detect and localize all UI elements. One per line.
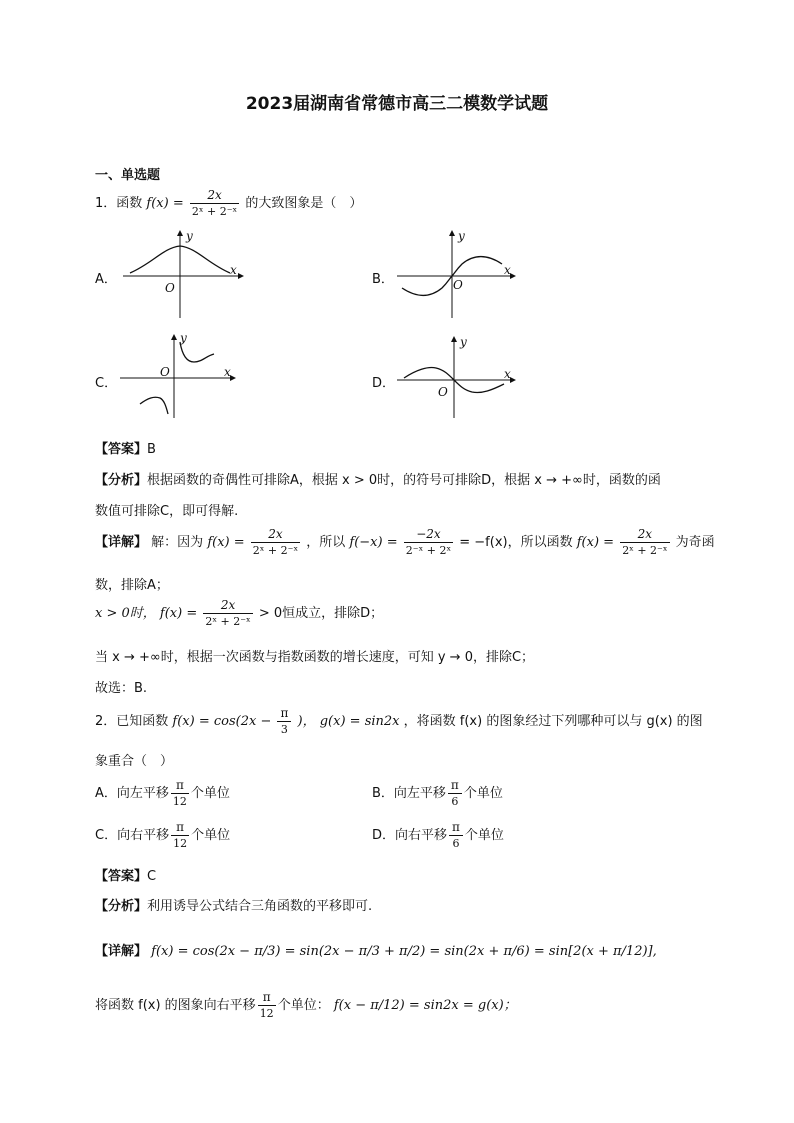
q2-detail-tag: 【详解】 xyxy=(95,944,148,959)
axis-y-b: y xyxy=(458,229,465,243)
q2-opt-b-text: B．向左平移 xyxy=(372,786,446,801)
detail-frac1 xyxy=(251,527,300,558)
detail-frac2-num: −2x xyxy=(404,527,453,543)
q2-analysis-tag: 【分析】 xyxy=(95,899,148,914)
detail-frac3-den: 2ˣ + 2⁻ˣ xyxy=(622,544,668,557)
axis-y-d: y xyxy=(460,335,467,349)
axis-x-c: x xyxy=(224,365,231,379)
q2-opt-a-pi: π xyxy=(171,778,189,794)
q2-opt-b-frac xyxy=(448,778,462,809)
axis-x-b: x xyxy=(504,263,511,277)
q2-opt-a-text: A．向左平移 xyxy=(95,786,169,801)
q2-l1a: 2．已知函数 xyxy=(95,714,169,729)
q2-opt-a-frac xyxy=(171,778,189,809)
detail-frac1-num: 2x xyxy=(251,527,300,543)
q1-detail-line3 xyxy=(95,598,383,629)
q2-opt-c-pi: π xyxy=(171,820,189,836)
q2-last-den: 12 xyxy=(259,1007,274,1020)
detail-fmx: f(−x) = xyxy=(349,535,398,550)
q1-graph-b xyxy=(392,228,522,323)
q2-l1b: f(x) = cos(2x − xyxy=(172,714,272,729)
answer-value: B xyxy=(147,442,156,457)
q2-answer-tag: 【答案】 xyxy=(95,869,148,884)
q1-stem xyxy=(95,188,362,219)
detail-text-d: 为奇函 xyxy=(675,535,715,550)
q1-detail-line4: 当 x → +∞时，根据一次函数与指数函数的增长速度，可知 y → 0，排除C； xyxy=(95,650,535,665)
q2-option-c xyxy=(95,820,230,851)
detail-text-a: 解：因为 xyxy=(151,535,204,550)
detail-frac2-den: 2⁻ˣ + 2ˣ xyxy=(405,544,452,557)
axis-x-a: x xyxy=(230,263,237,277)
detail-frac3 xyxy=(620,527,669,558)
detail-text-b: ，所以 xyxy=(306,535,346,550)
q1-option-b-label: B． xyxy=(372,272,394,287)
q2-pi: π xyxy=(277,706,291,722)
q2-last-frac xyxy=(258,990,276,1021)
q2-opt-b-unit: 个单位 xyxy=(463,786,503,801)
page-title: 2023届湖南省常德市高三二模数学试题 xyxy=(245,94,549,114)
q2-opt-d-pi: π xyxy=(449,820,463,836)
q2-l1c: )， xyxy=(297,714,316,729)
axis-o-c: O xyxy=(160,365,170,379)
detail-l3a: x > 0时， xyxy=(95,606,156,621)
detail-frac4 xyxy=(203,598,252,629)
q1-detail-line2: 数，排除A； xyxy=(95,578,169,593)
answer-tag: 【答案】 xyxy=(95,442,148,457)
q2-opt-d-den: 6 xyxy=(452,837,460,850)
q1-graph-d xyxy=(392,332,522,422)
detail-l3-fx: f(x) = xyxy=(159,606,198,621)
detail-frac3-num: 2x xyxy=(620,527,669,543)
q2-option-b xyxy=(372,778,503,809)
q2-opt-d-text: D．向右平移 xyxy=(372,828,448,843)
q1-option-d-label: D． xyxy=(372,376,396,391)
q1-detail-line5: 故选：B. xyxy=(95,681,148,696)
q2-option-d xyxy=(372,820,504,851)
detail-frac1-den: 2ˣ + 2⁻ˣ xyxy=(252,544,299,557)
q1-prefix: 1．函数 xyxy=(95,196,143,211)
q2-opt-d-frac xyxy=(449,820,463,851)
q2-last-b: 个单位： xyxy=(277,998,330,1013)
detail-frac4-num: 2x xyxy=(203,598,252,614)
detail-frac4-den: 2ˣ + 2⁻ˣ xyxy=(205,615,251,628)
axis-y-c: y xyxy=(180,332,187,345)
detail-fx: f(x) = xyxy=(207,535,245,550)
detail-frac2 xyxy=(404,527,453,558)
q2-l1d: g(x) = sin2x xyxy=(319,714,400,729)
detail-tag: 【详解】 xyxy=(95,535,148,550)
q2-frac-pi3 xyxy=(277,706,291,737)
axis-x-d: x xyxy=(504,367,511,381)
axis-y-a: y xyxy=(186,229,193,243)
q2-opt-b-pi: π xyxy=(448,778,462,794)
q2-opt-c-text: C．向右平移 xyxy=(95,828,170,843)
q2-detail-last xyxy=(95,990,517,1021)
q2-answer xyxy=(95,865,156,884)
q1-fraction xyxy=(190,188,239,219)
q2-detail xyxy=(95,940,657,959)
q2-opt-d-unit: 个单位 xyxy=(464,828,504,843)
q1-suffix: 的大致图象是（ ） xyxy=(245,196,363,211)
axis-o-a: O xyxy=(165,281,175,295)
q2-last-pi: π xyxy=(258,990,276,1006)
q1-analysis-line1 xyxy=(95,469,661,488)
q1-graph-a xyxy=(118,228,248,323)
detail-l3b: > 0恒成立，排除D； xyxy=(258,606,384,621)
q2-detail-equation: f(x) = cos(2x − π/3) = sin(2x − π/3 + π/2) = sin(2x + π/6) = sin[2(x + π/12)], xyxy=(151,944,657,959)
axis-o-d: O xyxy=(438,385,448,399)
q2-opt-b-den: 6 xyxy=(451,795,459,808)
q2-last-c: f(x − π/12) = sin2x = g(x)； xyxy=(333,998,517,1013)
q2-opt-c-frac xyxy=(171,820,189,851)
q2-last-a: 将函数 f(x) 的图象向右平移 xyxy=(95,998,256,1013)
q1-option-c-label: C． xyxy=(95,376,118,391)
detail-text-c: = −f(x)，所以函数 xyxy=(459,535,573,550)
analysis-tag: 【分析】 xyxy=(95,473,148,488)
q2-opt-c-unit: 个单位 xyxy=(191,828,231,843)
q1-fx: f(x) = xyxy=(146,196,184,211)
q1-num: 2x xyxy=(190,188,239,204)
q2-three: 3 xyxy=(280,723,288,736)
q2-answer-value: C xyxy=(147,869,157,884)
q2-l1e: ，将函数 f(x) 的图象经过下列哪种可以与 g(x) 的图 xyxy=(403,714,703,729)
q1-answer xyxy=(95,438,156,457)
q2-option-a xyxy=(95,778,230,809)
q1-den: 2ˣ + 2⁻ˣ xyxy=(191,205,238,218)
detail-fx2: f(x) = xyxy=(576,535,615,550)
q2-opt-a-den: 12 xyxy=(172,795,187,808)
q1-detail-line1 xyxy=(95,527,715,558)
q1-analysis-line2: 数值可排除C，即可得解. xyxy=(95,504,239,519)
axis-o-b: O xyxy=(453,278,463,292)
q2-opt-a-unit: 个单位 xyxy=(190,786,230,801)
q2-stem-line2: 象重合（ ） xyxy=(95,754,174,769)
section-heading: 一、单选题 xyxy=(95,168,161,183)
q2-analysis xyxy=(95,895,372,914)
q2-opt-c-den: 12 xyxy=(173,837,188,850)
analysis-text: 根据函数的奇偶性可排除A，根据 x > 0时，的符号可排除D，根据 x → +∞时，函数的函 xyxy=(147,473,661,488)
q1-option-a-label: A． xyxy=(95,272,117,287)
q1-graph-c xyxy=(118,332,248,422)
q2-stem-line1 xyxy=(95,706,703,737)
q2-analysis-text: 利用诱导公式结合三角函数的平移即可. xyxy=(147,899,373,914)
